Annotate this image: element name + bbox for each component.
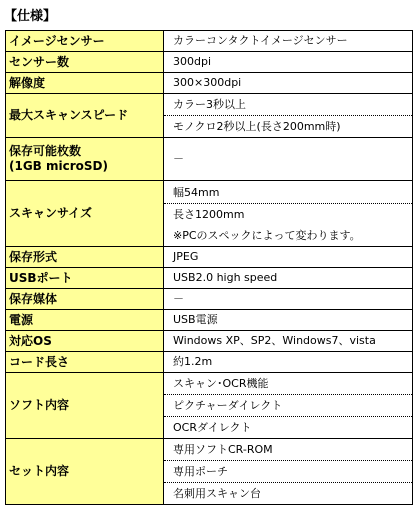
spec-value: [164, 268, 413, 289]
spec-label-text: 対応OS: [9, 333, 52, 348]
spec-label: [6, 268, 164, 289]
spec-value-text: 300dpi: [173, 55, 212, 68]
spec-value-text: USB2.0 high speed: [173, 271, 278, 284]
spec-row: [6, 73, 413, 94]
spec-label-text: USBポート: [9, 270, 73, 285]
spec-value-text: モノクロ2秒以上(長さ200mm時): [164, 115, 412, 137]
spec-label: [6, 181, 164, 247]
spec-label-text: センサー数: [9, 54, 70, 69]
spec-value-text: 名刺用スキャン台: [164, 482, 412, 504]
spec-value-text: 専用ソフトCR-ROM: [173, 443, 273, 456]
spec-label: [6, 352, 164, 373]
spec-value-text: OCRダイレクト: [164, 416, 412, 438]
spec-value-text: USB電源: [173, 313, 218, 326]
spec-row: [6, 138, 413, 181]
spec-label-text: 保存可能枚数: [9, 144, 82, 158]
spec-value-text: 長さ1200mm: [164, 203, 412, 225]
spec-row: [6, 331, 413, 352]
spec-row: [6, 310, 413, 331]
spec-value: [164, 439, 413, 505]
spec-row: [6, 268, 413, 289]
spec-label-text: イメージセンサー: [9, 33, 105, 48]
spec-label: [6, 331, 164, 352]
spec-label-text: 保存媒体: [9, 291, 58, 306]
spec-value: [164, 138, 413, 181]
spec-label: [6, 439, 164, 505]
spec-value-text: JPEG: [173, 250, 199, 263]
spec-label: [6, 289, 164, 310]
spec-row: [6, 247, 413, 268]
spec-value: [164, 289, 413, 310]
spec-label-text: 電源: [9, 312, 34, 327]
spec-value-text: ※PCのスペックによって変わります。: [173, 228, 361, 242]
spec-row: [6, 373, 413, 439]
spec-label: [6, 247, 164, 268]
spec-label-text: ソフト内容: [9, 398, 70, 412]
spec-row: [6, 181, 413, 247]
section-title: 【仕様】: [4, 9, 57, 24]
spec-value-text: スキャン･OCR機能: [173, 377, 269, 390]
spec-value-text: Windows XP、SP2、Windows7、vista: [173, 334, 376, 347]
spec-value-text: －: [173, 152, 184, 165]
spec-value-text: カラー3秒以上: [173, 98, 246, 111]
spec-value: [164, 247, 413, 268]
spec-value-text: －: [173, 292, 184, 305]
spec-label-text: コード長さ: [9, 354, 70, 369]
spec-row: [6, 439, 413, 505]
spec-label-text: (1GB microSD): [9, 159, 108, 173]
spec-label: [6, 73, 164, 94]
spec-row: [6, 352, 413, 373]
spec-label: [6, 94, 164, 138]
spec-label-text: スキャンサイズ: [9, 206, 93, 220]
spec-value-text: 300×300dpi: [173, 76, 242, 89]
spec-row: [6, 289, 413, 310]
spec-label: [6, 138, 164, 181]
spec-value-text: 約1.2m: [173, 355, 213, 368]
spec-value: [164, 181, 413, 247]
spec-label-text: 最大スキャンスピード: [9, 108, 129, 122]
spec-value: [164, 352, 413, 373]
spec-value: [164, 52, 413, 73]
spec-label-text: 解像度: [9, 75, 46, 90]
spec-table: [5, 30, 413, 505]
spec-value: [164, 310, 413, 331]
spec-value: [164, 31, 413, 52]
spec-value-text: 幅54mm: [173, 185, 220, 199]
spec-label: [6, 373, 164, 439]
spec-value-text: カラーコンタクトイメージセンサー: [173, 34, 348, 47]
spec-value: [164, 373, 413, 439]
spec-label: [6, 310, 164, 331]
spec-label-text: セット内容: [9, 464, 70, 478]
spec-label: [6, 52, 164, 73]
spec-value: [164, 73, 413, 94]
spec-value: [164, 94, 413, 138]
spec-row: [6, 52, 413, 73]
spec-row: [6, 94, 413, 138]
spec-label: [6, 31, 164, 52]
spec-value-text: ピクチャーダイレクト: [164, 394, 412, 416]
spec-value-text: 専用ポーチ: [164, 460, 412, 482]
spec-value: [164, 331, 413, 352]
spec-label-text: 保存形式: [9, 249, 58, 264]
spec-row: [6, 31, 413, 52]
